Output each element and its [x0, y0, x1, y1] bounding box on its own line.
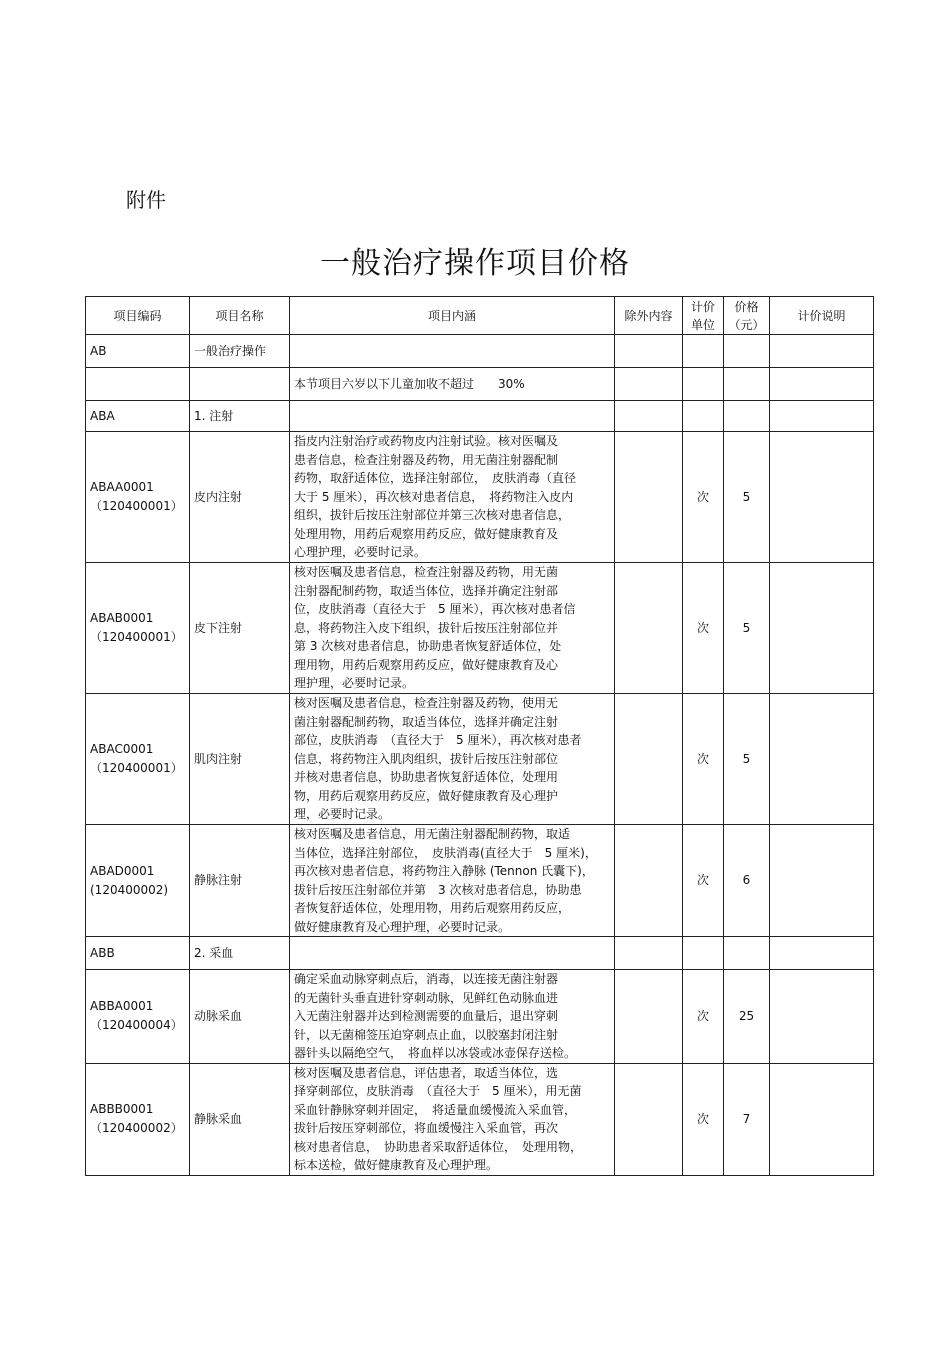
cell-content [290, 401, 615, 432]
item-legacy-code: （120400001） [90, 499, 183, 513]
cell-name: 一般治疗操作 [190, 335, 290, 368]
cell-code [86, 694, 190, 825]
table-header-row [86, 297, 874, 335]
content-line: 位，皮肤消毒（直径大于 5 厘米），再次核对患者信 [294, 602, 576, 617]
content-line: 指皮内注射治疗或药物皮内注射试验。核对医嘱及 [294, 434, 559, 449]
header-unit-line1: 计价 [690, 299, 715, 314]
item-code: ABAA0001 [90, 480, 154, 494]
header-price-line2: （元） [728, 317, 765, 332]
cell-exclusion [615, 1063, 683, 1175]
cell-price: 6 [724, 825, 770, 937]
cell-note [770, 694, 874, 825]
page-title: 一般治疗操作项目价格 [320, 246, 630, 281]
cell-note [770, 970, 874, 1064]
cell-note [770, 563, 874, 694]
content-line: 大于 5 厘米），再次核对患者信息， 将药物注入皮内 [294, 489, 574, 504]
content-line: 理护理，必要时记录。 [294, 676, 415, 691]
table-row [86, 937, 874, 970]
content-line: 再次核对患者信息，将药物注入静脉 (Tennon 氏囊下)， [294, 864, 594, 878]
content-line: 确定采血动脉穿刺点后，消毒，以连接无菌注射器 [294, 972, 559, 986]
item-code: ABBB0001 [90, 1102, 154, 1116]
item-code: ABA [90, 408, 115, 423]
content-line: 标本送检，做好健康教育及心理护理。 [294, 1158, 499, 1172]
cell-name [190, 368, 290, 401]
content-line: 做好健康教育及心理护理，必要时记录。 [294, 919, 511, 934]
cell-unit [683, 368, 724, 401]
cell-price [724, 368, 770, 401]
cell-name: 皮内注射 [190, 432, 290, 563]
cell-name: 1. 注射 [190, 401, 290, 432]
cell-note [770, 335, 874, 368]
content-line: 本节项目六岁以下儿童加收不超过 30% [294, 376, 525, 391]
cell-code [86, 432, 190, 563]
cell-price: 5 [724, 432, 770, 563]
item-code: ABB [90, 945, 115, 960]
cell-name: 皮下注射 [190, 563, 290, 694]
cell-name: 2. 采血 [190, 937, 290, 970]
content-line: 第 3 次核对患者信息，协助患者恢复舒适体位，处 [294, 639, 562, 654]
content-line: 的无菌针头垂直进针穿刺动脉，见鲜红色动脉血进 [294, 990, 559, 1005]
cell-unit [683, 401, 724, 432]
cell-code [86, 563, 190, 694]
cell-note [770, 825, 874, 937]
content-line: 药物，取舒适体位，选择注射部位， 皮肤消毒（直径 [294, 471, 577, 486]
cell-unit: 次 [683, 432, 724, 563]
item-legacy-code: （120400002） [90, 1121, 183, 1135]
cell-name: 静脉采血 [190, 1063, 290, 1175]
cell-code [86, 335, 190, 368]
cell-content [290, 937, 615, 970]
cell-code [86, 970, 190, 1064]
table-row [86, 825, 874, 937]
cell-content [290, 335, 615, 368]
content-line: 当体位，选择注射部位， 皮肤消毒(直径大于 5 厘米)， [294, 845, 597, 860]
cell-code [86, 401, 190, 432]
content-line: 针，以无菌棉签压迫穿刺点止血，以胶塞封闭注射 [294, 1027, 559, 1042]
cell-unit: 次 [683, 563, 724, 694]
content-line: 物，用药后观察用药反应，做好健康教育及心理护 [294, 788, 559, 803]
cell-unit: 次 [683, 1063, 724, 1175]
cell-exclusion [615, 694, 683, 825]
content-line: 器针头以隔绝空气， 将血样以冰袋或冰壶保存送检。 [294, 1046, 577, 1060]
header-price [724, 297, 770, 335]
header-unit [683, 297, 724, 335]
header-price-line1: 价格 [734, 299, 759, 314]
content-line: 核对医嘱及患者信息，用无菌注射器配制药物，取适 [294, 827, 571, 841]
cell-exclusion [615, 563, 683, 694]
table-row [86, 401, 874, 432]
cell-name: 动脉采血 [190, 970, 290, 1064]
cell-code [86, 825, 190, 937]
item-code: ABBA0001 [90, 999, 154, 1014]
cell-content [290, 432, 615, 563]
item-legacy-code: （120400004） [90, 1018, 183, 1033]
cell-content [290, 563, 615, 694]
content-line: 注射器配制药物，取适当体位，选择并确定注射部 [294, 583, 559, 598]
content-line: 拔针后按压穿刺部位，将血缓慢注入采血管，再次 [294, 1121, 559, 1135]
cell-name: 静脉注射 [190, 825, 290, 937]
item-legacy-code: (120400002) [90, 882, 169, 897]
cell-price [724, 401, 770, 432]
item-code: ABAB0001 [90, 611, 154, 625]
header-code: 项目编码 [86, 297, 190, 335]
content-line: 息，将药物注入皮下组织，拔针后按压注射部位并 [294, 620, 559, 635]
item-code: ABAD0001 [90, 863, 155, 878]
cell-note [770, 432, 874, 563]
content-line: 采血针静脉穿刺并固定， 将适量血缓慢流入采血管， [294, 1102, 577, 1117]
item-legacy-code: （120400001） [90, 630, 183, 644]
content-line: 核对医嘱及患者信息，检查注射器及药物，用无菌 [294, 565, 559, 580]
table-row [86, 335, 874, 368]
cell-content [290, 1063, 615, 1175]
content-line: 菌注射器配制药物，取适当体位，选择并确定注射 [294, 714, 559, 729]
content-line: 并核对患者信息，协助患者恢复舒适体位，处理用 [294, 770, 559, 785]
cell-name: 肌肉注射 [190, 694, 290, 825]
cell-unit: 次 [683, 825, 724, 937]
table-row [86, 970, 874, 1064]
cell-note [770, 368, 874, 401]
item-code: AB [90, 343, 107, 358]
cell-exclusion [615, 335, 683, 368]
table-row [86, 432, 874, 563]
cell-note [770, 937, 874, 970]
attachment-label: 附件 [126, 188, 166, 212]
content-line: 入无菌注射器并达到检测需要的血量后，退出穿刺 [294, 1009, 559, 1023]
header-note: 计价说明 [770, 297, 874, 335]
cell-price: 5 [724, 694, 770, 825]
cell-note [770, 401, 874, 432]
item-code: ABAC0001 [90, 742, 154, 756]
cell-exclusion [615, 937, 683, 970]
header-content: 项目内涵 [290, 297, 615, 335]
cell-exclusion [615, 432, 683, 563]
cell-content [290, 694, 615, 825]
cell-price: 7 [724, 1063, 770, 1175]
table-row [86, 368, 874, 401]
content-line: 理，必要时记录。 [294, 807, 391, 822]
content-line: 患者信息，检查注射器及药物，用无菌注射器配制 [294, 452, 559, 467]
cell-exclusion [615, 368, 683, 401]
cell-price [724, 937, 770, 970]
cell-exclusion [615, 825, 683, 937]
content-line: 核对患者信息， 协助患者采取舒适体位， 处理用物， [294, 1139, 583, 1154]
content-line: 部位，皮肤消毒 （直径大于 5 厘米），再次核对患者 [294, 733, 582, 748]
content-line: 理用物，用药后观察用药反应，做好健康教育及心 [294, 657, 559, 672]
content-line: 心理护理，必要时记录。 [294, 545, 427, 560]
table-row [86, 1063, 874, 1175]
cell-code [86, 368, 190, 401]
cell-content [290, 970, 615, 1064]
cell-exclusion [615, 970, 683, 1064]
cell-unit: 次 [683, 694, 724, 825]
cell-unit [683, 937, 724, 970]
cell-note [770, 1063, 874, 1175]
cell-price: 25 [724, 970, 770, 1064]
table-row [86, 694, 874, 825]
content-line: 核对医嘱及患者信息，检查注射器及药物，使用无 [294, 696, 559, 711]
cell-code [86, 1063, 190, 1175]
header-name: 项目名称 [190, 297, 290, 335]
content-line: 处理用物，用药后观察用药反应，做好健康教育及 [294, 526, 559, 541]
cell-content [290, 825, 615, 937]
cell-content [290, 368, 615, 401]
cell-unit [683, 335, 724, 368]
price-table [85, 296, 874, 1176]
cell-price [724, 335, 770, 368]
header-unit-line2: 单位 [690, 317, 715, 332]
header-exclusion: 除外内容 [615, 297, 683, 335]
content-line: 组织，拔针后按压注射部位并第三次核对患者信息， [294, 508, 571, 523]
content-line: 核对医嘱及患者信息，评估患者，取适当体位，选 [294, 1065, 559, 1080]
content-line: 者恢复舒适体位，处理用物，用药后观察用药反应， [294, 901, 571, 915]
cell-exclusion [615, 401, 683, 432]
content-line: 拔针后按压注射部位并第 3 次核对患者信息，协助患 [294, 882, 582, 897]
table-row [86, 563, 874, 694]
cell-price: 5 [724, 563, 770, 694]
item-legacy-code: （120400001） [90, 761, 183, 775]
cell-code [86, 937, 190, 970]
cell-unit: 次 [683, 970, 724, 1064]
content-line: 择穿刺部位，皮肤消毒 （直径大于 5 厘米），用无菌 [294, 1084, 582, 1098]
content-line: 信息，将药物注入肌肉组织，拔针后按压注射部位 [294, 751, 559, 766]
